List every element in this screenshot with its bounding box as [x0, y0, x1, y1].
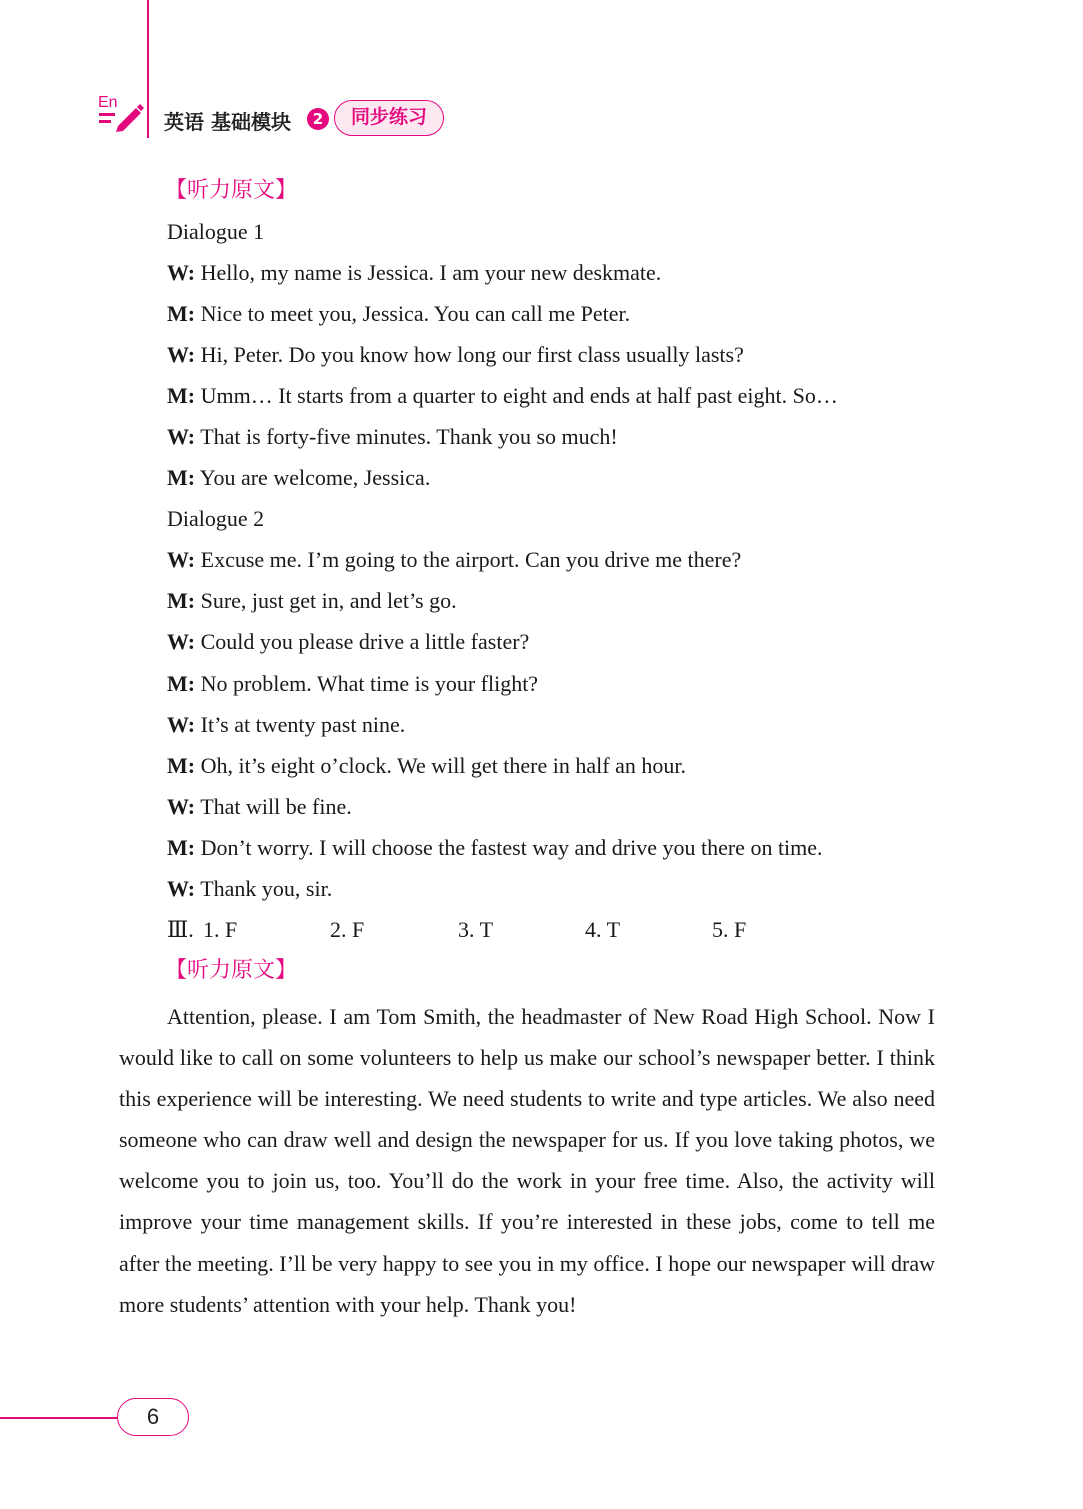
dialogue-title: Dialogue 2	[167, 506, 265, 531]
speaker-label: W:	[167, 424, 196, 449]
speaker-label: W:	[167, 260, 196, 285]
dialogue-line	[167, 751, 686, 781]
dialogue-line	[167, 299, 630, 329]
footer-rule	[0, 1417, 122, 1419]
line-text: It’s at twenty past nine.	[195, 712, 406, 737]
line-text: Umm… It starts from a quarter to eight and ends at half past eight. So…	[195, 383, 838, 408]
line-text: Nice to meet you, Jessica. You can call me Peter.	[195, 301, 631, 326]
speaker-label: M:	[167, 835, 196, 860]
answer-section-label: Ⅲ.	[167, 917, 194, 942]
dialogue-line	[167, 627, 529, 657]
line-text: Thank you, sir.	[195, 876, 333, 901]
line-text: Sure, just get in, and let’s go.	[195, 588, 457, 613]
speaker-label: M:	[167, 301, 196, 326]
speaker-label: W:	[167, 547, 196, 572]
transcript-paragraph: Attention, please. I am Tom Smith, the headmaster of New Road High School. Now I would like to call on some volunteers to help us make our school’s newspaper better. I think this experience will be interesting. We need students to write and type articles. We also need someone who can draw well and design the newspaper for us. If you love taking photos, we welcome you to join us, too. You’ll do the work in your free time. Also, the activity will improve your time management skills. If you’re interested in these jobs, come to tell me after the meeting. I’ll be very happy to see you in my office. I hope our newspaper will draw more students’ attention with your help. Thank you!	[119, 1004, 935, 1317]
answer-item: 1. F	[203, 917, 238, 942]
answer-item: 5. F	[712, 917, 747, 942]
dialogue-line	[167, 422, 618, 452]
speaker-label: W:	[167, 629, 196, 654]
header-vertical-rule	[147, 0, 149, 138]
line-text: Could you please drive a little faster?	[195, 629, 530, 654]
speaker-label: M:	[167, 465, 196, 490]
volume-badge: 2	[307, 108, 329, 130]
dialogue-line	[167, 874, 332, 904]
dialogue-line	[167, 381, 838, 411]
dialogue-line	[167, 545, 741, 575]
dialogue-line	[167, 463, 430, 493]
line-text: No problem. What time is your flight?	[195, 671, 539, 696]
line-text: Hello, my name is Jessica. I am your new deskmate.	[195, 260, 662, 285]
dialogue-line	[167, 258, 661, 288]
line-text: Oh, it’s eight o’clock. We will get there in half an hour.	[195, 753, 686, 778]
section-heading: 【听力原文】	[165, 958, 298, 983]
speaker-label: M:	[167, 383, 196, 408]
speaker-label: W:	[167, 712, 196, 737]
series-title: 英语 基础模块	[164, 110, 291, 134]
line-text: Don’t worry. I will choose the fastest way and drive you there on time.	[195, 835, 823, 860]
dialogue-line	[167, 792, 352, 822]
answer-item: 2. F	[330, 917, 365, 942]
section-heading: 【听力原文】	[165, 178, 298, 203]
dialogue-line	[167, 586, 457, 616]
dialogue-line	[167, 833, 823, 863]
speaker-label: W:	[167, 342, 196, 367]
dialogue-line	[167, 669, 538, 699]
line-text: Excuse me. I’m going to the airport. Can you drive me there?	[195, 547, 742, 572]
answer-item: 4. T	[585, 917, 621, 942]
line-text: You are welcome, Jessica.	[195, 465, 431, 490]
dialogue-line	[167, 340, 744, 370]
page-number: 6	[117, 1398, 189, 1436]
dialogue-line	[167, 710, 405, 740]
logo-text: En	[98, 94, 118, 111]
speaker-label: M:	[167, 588, 196, 613]
dialogue-title: Dialogue 1	[167, 219, 265, 244]
speaker-label: W:	[167, 794, 196, 819]
speaker-label: M:	[167, 753, 196, 778]
line-text: Hi, Peter. Do you know how long our first class usually lasts?	[195, 342, 744, 367]
line-text: That will be fine.	[195, 794, 352, 819]
exercise-tag: 同步练习	[334, 100, 444, 136]
speaker-label: M:	[167, 671, 196, 696]
speaker-label: W:	[167, 876, 196, 901]
en-pen-logo-icon	[98, 92, 144, 132]
answer-item: 3. T	[458, 917, 494, 942]
line-text: That is forty-five minutes. Thank you so much!	[195, 424, 618, 449]
